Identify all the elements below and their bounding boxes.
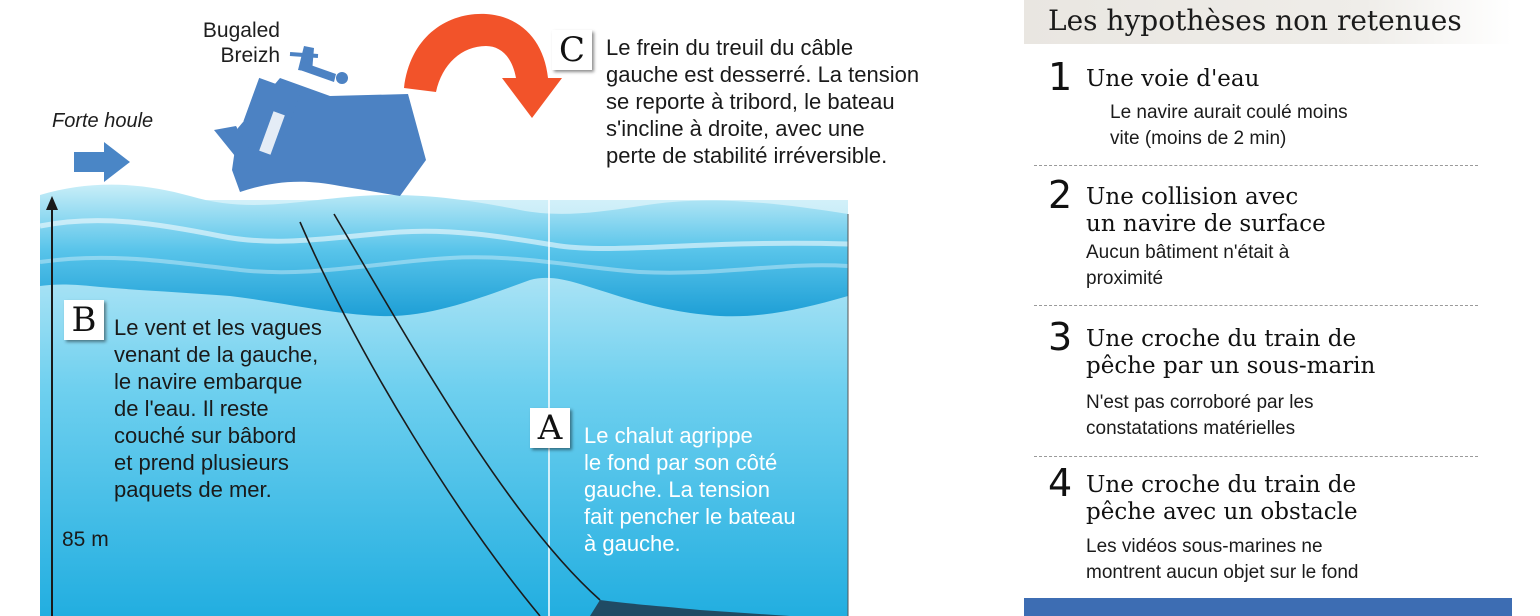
hypothesis-title-line: Une croche du train de <box>1086 472 1357 498</box>
hypothesis-title <box>1086 326 1375 380</box>
hypothesis-desc-line: Les vidéos sous-marines ne <box>1086 536 1323 557</box>
hypothesis-number: 2 <box>1048 173 1073 217</box>
callout-line: le fond par son côté <box>584 450 778 475</box>
hypothesis-title <box>1086 66 1259 93</box>
callout-line: gauche est desserré. La tension <box>606 62 920 87</box>
callout-line: perte de stabilité irréversible. <box>606 143 888 168</box>
hypothesis-title-line: Une collision avec <box>1086 184 1299 210</box>
callout-line: Le frein du treuil du câble <box>606 35 854 60</box>
hypothesis-desc-line: Aucun bâtiment n'était à <box>1086 242 1290 263</box>
separator <box>1034 305 1478 306</box>
hypothesis-title-line: pêche par un sous-marin <box>1086 353 1376 379</box>
callout-line: se reporte à tribord, le bateau <box>606 89 895 114</box>
hypothesis-title-line: un navire de surface <box>1086 211 1326 237</box>
panel-header <box>1024 0 1512 44</box>
hypothesis-description <box>1110 100 1348 152</box>
separator <box>1034 456 1478 457</box>
ship <box>214 46 426 196</box>
separator <box>1034 165 1478 166</box>
hypothesis-number: 1 <box>1048 55 1073 99</box>
callout-line: et prend plusieurs <box>114 450 289 475</box>
depth-label: 85 m <box>62 528 109 551</box>
callout-line: le navire embarque <box>114 369 303 394</box>
callout-line: couché sur bâbord <box>114 423 297 448</box>
hypothesis-title-line: Une voie d'eau <box>1086 66 1260 92</box>
hypothesis-desc-line: proximité <box>1086 268 1164 289</box>
hypotheses-panel <box>1024 0 1512 616</box>
callout-line: Le vent et les vagues <box>114 315 322 340</box>
callout-line: s'incline à droite, avec une <box>606 116 865 141</box>
hypothesis-number: 4 <box>1048 461 1073 505</box>
callout-line: fait pencher le bateau <box>584 504 796 529</box>
hypothesis-title <box>1086 184 1326 238</box>
callout-line: Le chalut agrippe <box>584 423 753 448</box>
hypothesis-description <box>1086 240 1289 292</box>
callout-b-text <box>114 314 322 503</box>
hypothesis-number: 3 <box>1048 315 1073 359</box>
hypothesis-description <box>1086 390 1314 442</box>
swell-label: Forte houle <box>52 110 154 132</box>
callout-line: paquets de mer. <box>114 477 272 502</box>
ship-name-line: Breizh <box>220 44 280 67</box>
callout-c-letter: C <box>552 30 592 70</box>
hypothesis-title-line: Une croche du train de <box>1086 326 1357 352</box>
callout-line: de l'eau. Il reste <box>114 396 269 421</box>
panel-bottom-bar <box>1024 598 1512 616</box>
hypothesis-description <box>1086 534 1359 586</box>
capsize-arrow <box>404 14 562 118</box>
callout-a-text <box>584 422 796 557</box>
callout-line: gauche. La tension <box>584 477 770 502</box>
callout-a-letter: A <box>530 408 570 448</box>
hypothesis-desc-line: constatations matérielles <box>1086 418 1296 439</box>
callout-line: venant de la gauche, <box>114 342 319 367</box>
ship-name-line: Bugaled <box>202 19 280 42</box>
hypothesis-title-line: pêche avec un obstacle <box>1086 499 1358 525</box>
hypothesis-title <box>1086 472 1358 526</box>
callout-c-text <box>606 34 919 169</box>
panel-title: Les hypothèses non retenues <box>1048 4 1462 37</box>
ship-name-label <box>170 18 280 68</box>
hypothesis-desc-line: Le navire aurait coulé moins <box>1110 102 1348 123</box>
hypothesis-desc-line: montrent aucun objet sur le fond <box>1086 562 1359 583</box>
callout-line: à gauche. <box>584 531 681 556</box>
hypothesis-desc-line: N'est pas corroboré par les <box>1086 392 1314 413</box>
callout-b-letter: B <box>64 300 104 340</box>
swell-arrow <box>74 142 130 182</box>
hypothesis-desc-line: vite (moins de 2 min) <box>1110 128 1287 149</box>
